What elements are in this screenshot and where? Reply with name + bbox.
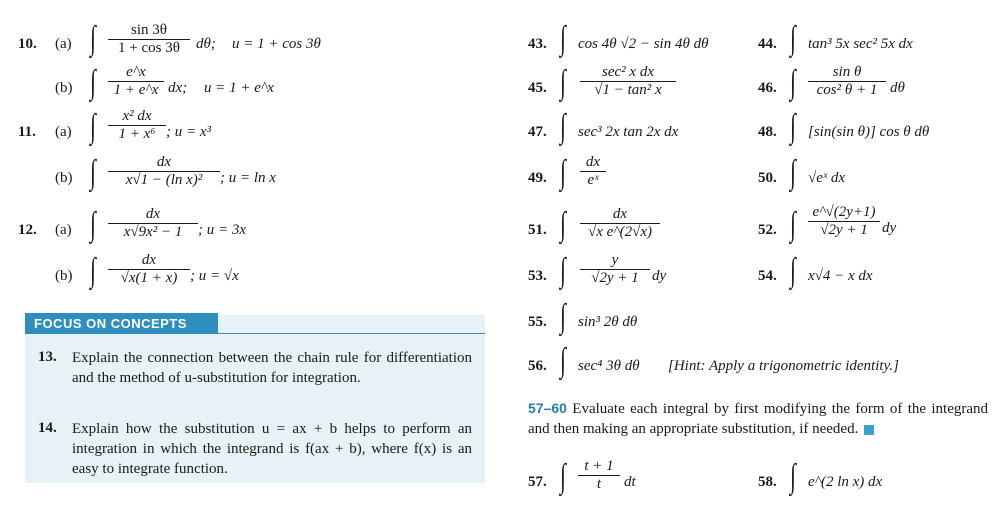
- integral-sign-icon: ∫: [790, 458, 796, 495]
- question-13-number: 13.: [38, 349, 57, 365]
- integral-sign-icon: ∫: [560, 252, 566, 289]
- problem-10b-label: (b): [55, 80, 73, 96]
- problem-43-number: 43.: [528, 36, 547, 52]
- problem-53-numerator: y: [611, 252, 619, 268]
- problem-12-number: 12.: [18, 222, 37, 238]
- problem-53-number: 53.: [528, 268, 547, 284]
- problem-10b-denominator: 1 + e^x: [108, 81, 164, 99]
- problem-53-denominator: √2y + 1: [580, 269, 650, 287]
- problem-57-fraction: [578, 458, 620, 493]
- problem-12b-label: (b): [55, 268, 73, 284]
- problem-10b-differential: dx;: [168, 80, 188, 96]
- problem-47-expression: sec³ 2x tan 2x dx: [578, 124, 679, 140]
- problem-46-number: 46.: [758, 80, 777, 96]
- problem-54-expression: x√4 − x dx: [808, 268, 873, 284]
- integral-sign-icon: ∫: [790, 206, 796, 243]
- problem-51-denominator: √x e^(2√x): [580, 223, 660, 241]
- problem-51-numerator: dx: [612, 206, 628, 222]
- problem-12b-numerator: dx: [141, 252, 157, 268]
- problem-51-fraction: [580, 206, 660, 241]
- problem-12b-fraction: [108, 252, 190, 287]
- question-14-text: Explain how the substitution u = ax + b helps to perform an integration in which the integrand is f(ax + b), where f(x) is an easy to integrate function.: [72, 421, 472, 477]
- problem-46-differential: dθ: [890, 80, 905, 96]
- problem-11b-numerator: dx: [156, 154, 172, 170]
- problem-12a-substitution: ; u = 3x: [198, 222, 247, 238]
- problem-11a-substitution: ; u = x³: [166, 124, 212, 140]
- problem-46-fraction: [808, 64, 886, 99]
- problem-12b-substitution: ; u = √x: [190, 268, 239, 284]
- problem-11b-label: (b): [55, 170, 73, 186]
- integral-sign-icon: ∫: [90, 252, 96, 289]
- problem-12a-denominator: x√9x² − 1: [108, 223, 198, 241]
- problem-53-differential: dy: [652, 268, 667, 284]
- integral-sign-icon: ∫: [90, 64, 96, 101]
- problem-10a-substitution: u = 1 + cos 3θ: [232, 36, 321, 52]
- problem-50-expression: √eˣ dx: [808, 170, 846, 186]
- problem-10b-numerator: e^x: [126, 64, 146, 80]
- problem-55-expression: sin³ 2θ dθ: [578, 314, 638, 330]
- problem-49-fraction: [580, 154, 606, 189]
- problem-52-fraction: [808, 204, 880, 239]
- problem-45-denominator: √1 − tan² x: [580, 81, 676, 99]
- integral-sign-icon: ∫: [560, 298, 566, 335]
- problem-12a-fraction: [108, 206, 198, 241]
- problem-52-numerator: e^√(2y+1): [812, 204, 876, 220]
- problem-11a-denominator: 1 + x⁶: [108, 125, 166, 143]
- question-13-text: Explain the connection between the chain rule for differentiation and the method of u-substitution for integration.: [72, 350, 472, 386]
- problem-52-denominator: √2y + 1: [808, 221, 880, 239]
- problem-47-number: 47.: [528, 124, 547, 140]
- problem-43-expression: cos 4θ √2 − sin 4θ dθ: [578, 36, 709, 52]
- problem-45-numerator: sec² x dx: [602, 64, 654, 80]
- problem-11a-label: (a): [55, 124, 72, 140]
- problem-46-numerator: sin θ: [832, 64, 862, 80]
- problem-11-number: 11.: [18, 124, 36, 140]
- square-marker-icon: [864, 425, 874, 435]
- problem-56-hint: [Hint: Apply a trigonometric identity.]: [668, 358, 899, 374]
- problem-10a-denominator: 1 + cos 3θ: [108, 39, 190, 57]
- integral-sign-icon: ∫: [90, 20, 96, 57]
- problem-11b-denominator: x√1 − (ln x)²: [108, 171, 220, 189]
- problem-10a-differential: dθ;: [196, 36, 216, 52]
- problem-57-differential: dt: [624, 474, 636, 490]
- problem-48-expression: [sin(sin θ)] cos θ dθ: [808, 124, 930, 140]
- problem-49-numerator: dx: [585, 154, 601, 170]
- problem-10a-label: (a): [55, 36, 72, 52]
- problem-10b-fraction: [108, 64, 164, 99]
- problem-10a-numerator: sin 3θ: [131, 22, 167, 38]
- integral-sign-icon: ∫: [90, 154, 96, 191]
- integral-sign-icon: ∫: [560, 206, 566, 243]
- problem-45-fraction: [580, 64, 676, 99]
- focus-divider: [210, 333, 485, 334]
- problem-12a-numerator: dx: [145, 206, 161, 222]
- problem-46-denominator: cos² θ + 1: [808, 81, 886, 99]
- problem-10b-substitution: u = 1 + e^x: [204, 80, 274, 96]
- problem-44-expression: tan³ 5x sec² 5x dx: [808, 36, 913, 52]
- question-14-number: 14.: [38, 420, 57, 436]
- problem-49-number: 49.: [528, 170, 547, 186]
- integral-sign-icon: ∫: [790, 154, 796, 191]
- integral-sign-icon: ∫: [790, 108, 796, 145]
- problem-11a-numerator: x² dx: [122, 108, 152, 124]
- integral-sign-icon: ∫: [560, 342, 566, 379]
- instruction-text: Evaluate each integral by first modifying the form of the integrand and then making an appropriate substitution, if needed.: [528, 401, 988, 437]
- problem-58-expression: e^(2 ln x) dx: [808, 474, 883, 490]
- problem-57-denominator: t: [578, 475, 620, 493]
- problem-58-number: 58.: [758, 474, 777, 490]
- integral-sign-icon: ∫: [560, 108, 566, 145]
- problem-57-numerator: t + 1: [584, 458, 614, 474]
- integral-sign-icon: ∫: [790, 252, 796, 289]
- integral-sign-icon: ∫: [90, 108, 96, 145]
- problem-48-number: 48.: [758, 124, 777, 140]
- focus-heading: FOCUS ON CONCEPTS: [25, 313, 218, 334]
- problem-57-number: 57.: [528, 474, 547, 490]
- problem-11b-fraction: [108, 154, 220, 189]
- problem-55-number: 55.: [528, 314, 547, 330]
- problem-53-fraction: [580, 252, 650, 287]
- problem-45-number: 45.: [528, 80, 547, 96]
- instruction-57-60: [528, 398, 988, 439]
- integral-sign-icon: ∫: [560, 64, 566, 101]
- problem-56-expression: sec⁴ 3θ dθ: [578, 358, 640, 374]
- integral-sign-icon: ∫: [790, 20, 796, 57]
- problem-11a-fraction: [108, 108, 166, 143]
- problem-49-denominator: eˣ: [580, 171, 606, 189]
- problem-10a-fraction: [108, 22, 190, 57]
- problem-12b-denominator: √x(1 + x): [108, 269, 190, 287]
- problem-44-number: 44.: [758, 36, 777, 52]
- integral-sign-icon: ∫: [560, 154, 566, 191]
- integral-sign-icon: ∫: [790, 64, 796, 101]
- problem-52-differential: dy: [882, 220, 897, 236]
- problem-54-number: 54.: [758, 268, 777, 284]
- problem-11b-substitution: ; u = ln x: [220, 170, 276, 186]
- problem-52-number: 52.: [758, 222, 777, 238]
- integral-sign-icon: ∫: [90, 206, 96, 243]
- problem-12a-label: (a): [55, 222, 72, 238]
- problem-50-number: 50.: [758, 170, 777, 186]
- problem-51-number: 51.: [528, 222, 547, 238]
- instruction-range: 57–60: [528, 400, 567, 416]
- integral-sign-icon: ∫: [560, 458, 566, 495]
- problem-10-number: 10.: [18, 36, 37, 52]
- problem-56-number: 56.: [528, 358, 547, 374]
- integral-sign-icon: ∫: [560, 20, 566, 57]
